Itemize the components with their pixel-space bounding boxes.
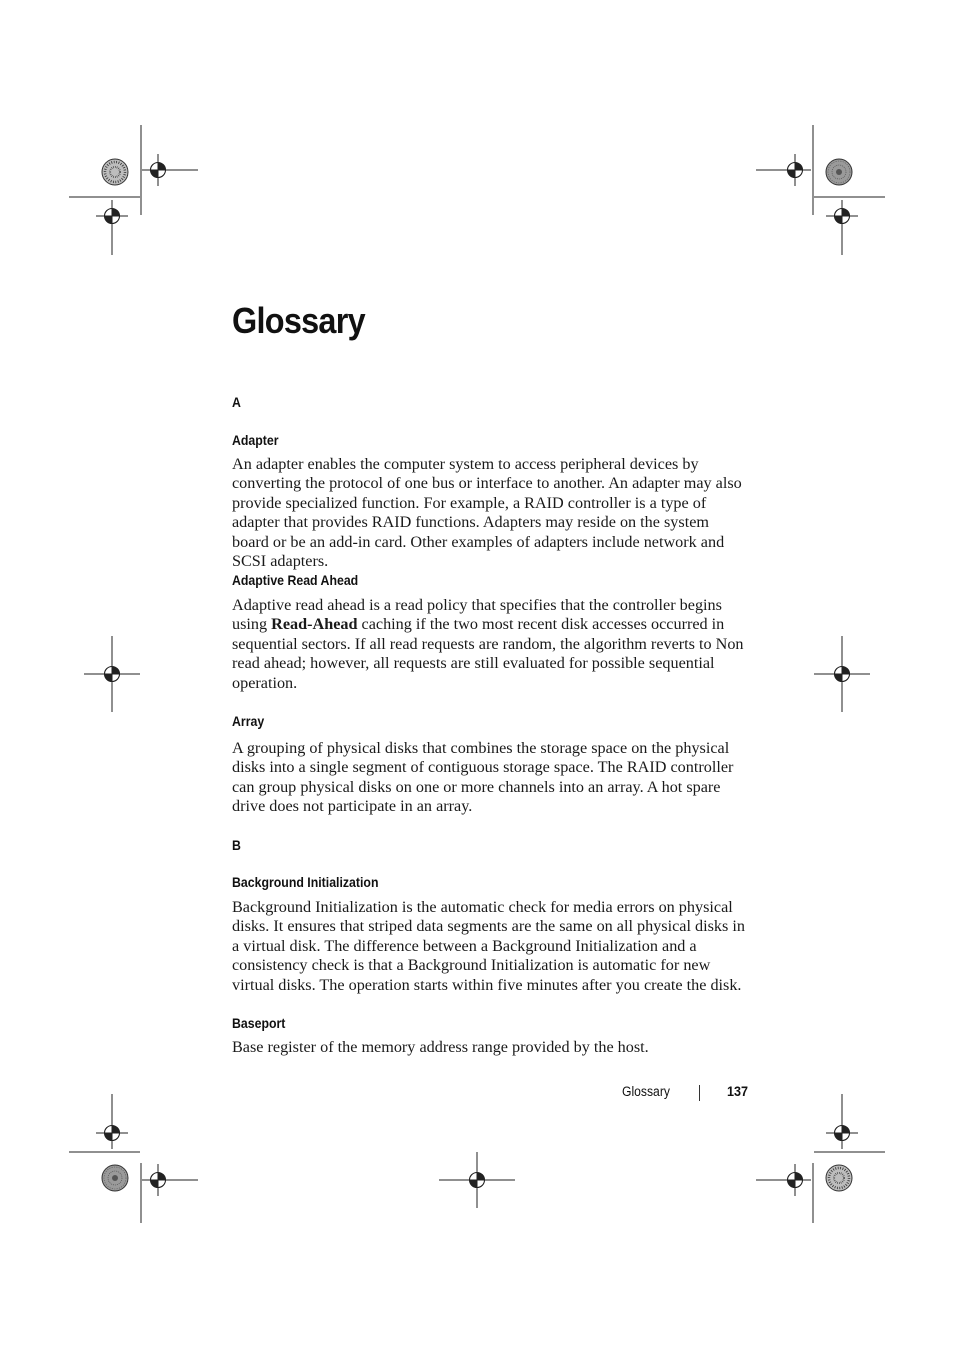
term-adaptive-read-ahead: Adaptive Read Ahead [232, 572, 359, 588]
term-adapter: Adapter [232, 432, 279, 448]
definition-text: caching if the two most recent disk accesses occurred in sequential sectors. If all read requests are random, the algorithm reverts to Non read ahead; however, all requests are still evaluated for possible sequential operation. [232, 615, 744, 692]
term-baseport: Baseport [232, 1015, 286, 1031]
section-letter-a: A [232, 394, 241, 410]
crop-mark-icon [756, 1094, 885, 1223]
definition-emphasis: Read-Ahead [271, 615, 358, 634]
page-title: Glossary [232, 300, 365, 341]
crop-mark-icon [756, 125, 885, 255]
starburst-icon [826, 1165, 852, 1191]
definition-background-initialization: Background Initialization is the automatic check for media errors on physical disks. It ensures that striped data segments are the same on all physical disks in a virtual disk. The difference between a Background Initialization and a consistency check is that a Background Initialization is automatic for new virtual disks. The operation starts within five minutes after you create the disk. [232, 898, 745, 994]
crop-mark-icon [69, 1094, 198, 1223]
definition-text: Adaptive read ahead is a read policy that specifies that the controller begins using [232, 596, 722, 634]
section-letter-b: B [232, 837, 241, 853]
definition-array: A grouping of physical disks that combines the storage space on the physical disks into a single segment of contiguous storage space. The RAID controller can group physical disks on one or more channels into an array. A hot spare drive does not participate in an array. [232, 739, 734, 816]
footer-section-label: Glossary [622, 1084, 670, 1099]
registration-mark-icon [814, 636, 870, 712]
crop-mark-icon [69, 125, 198, 255]
definition-adaptive-read-ahead [232, 596, 748, 693]
registration-mark-icon [84, 636, 140, 712]
starburst-icon [102, 159, 128, 185]
term-array: Array [232, 713, 265, 729]
starburst-icon [102, 1165, 128, 1191]
footer-divider [699, 1085, 700, 1101]
term-background-initialization: Background Initialization [232, 874, 379, 890]
starburst-icon [826, 159, 852, 185]
page-number: 137 [727, 1083, 749, 1099]
registration-mark-icon [439, 1152, 515, 1208]
definition-baseport: Base register of the memory address range provided by the host. [232, 1038, 649, 1056]
definition-adapter: An adapter enables the computer system to access peripheral devices by converting the protocol of one bus or interface to another. An adapter may also provide specialized function. For example, a RAID controller is a type of adapter that provides RAID functions. Adapters may reside on the system board or be an add-in card. Other examples of adapters include network and SCSI adapters. [232, 455, 742, 571]
